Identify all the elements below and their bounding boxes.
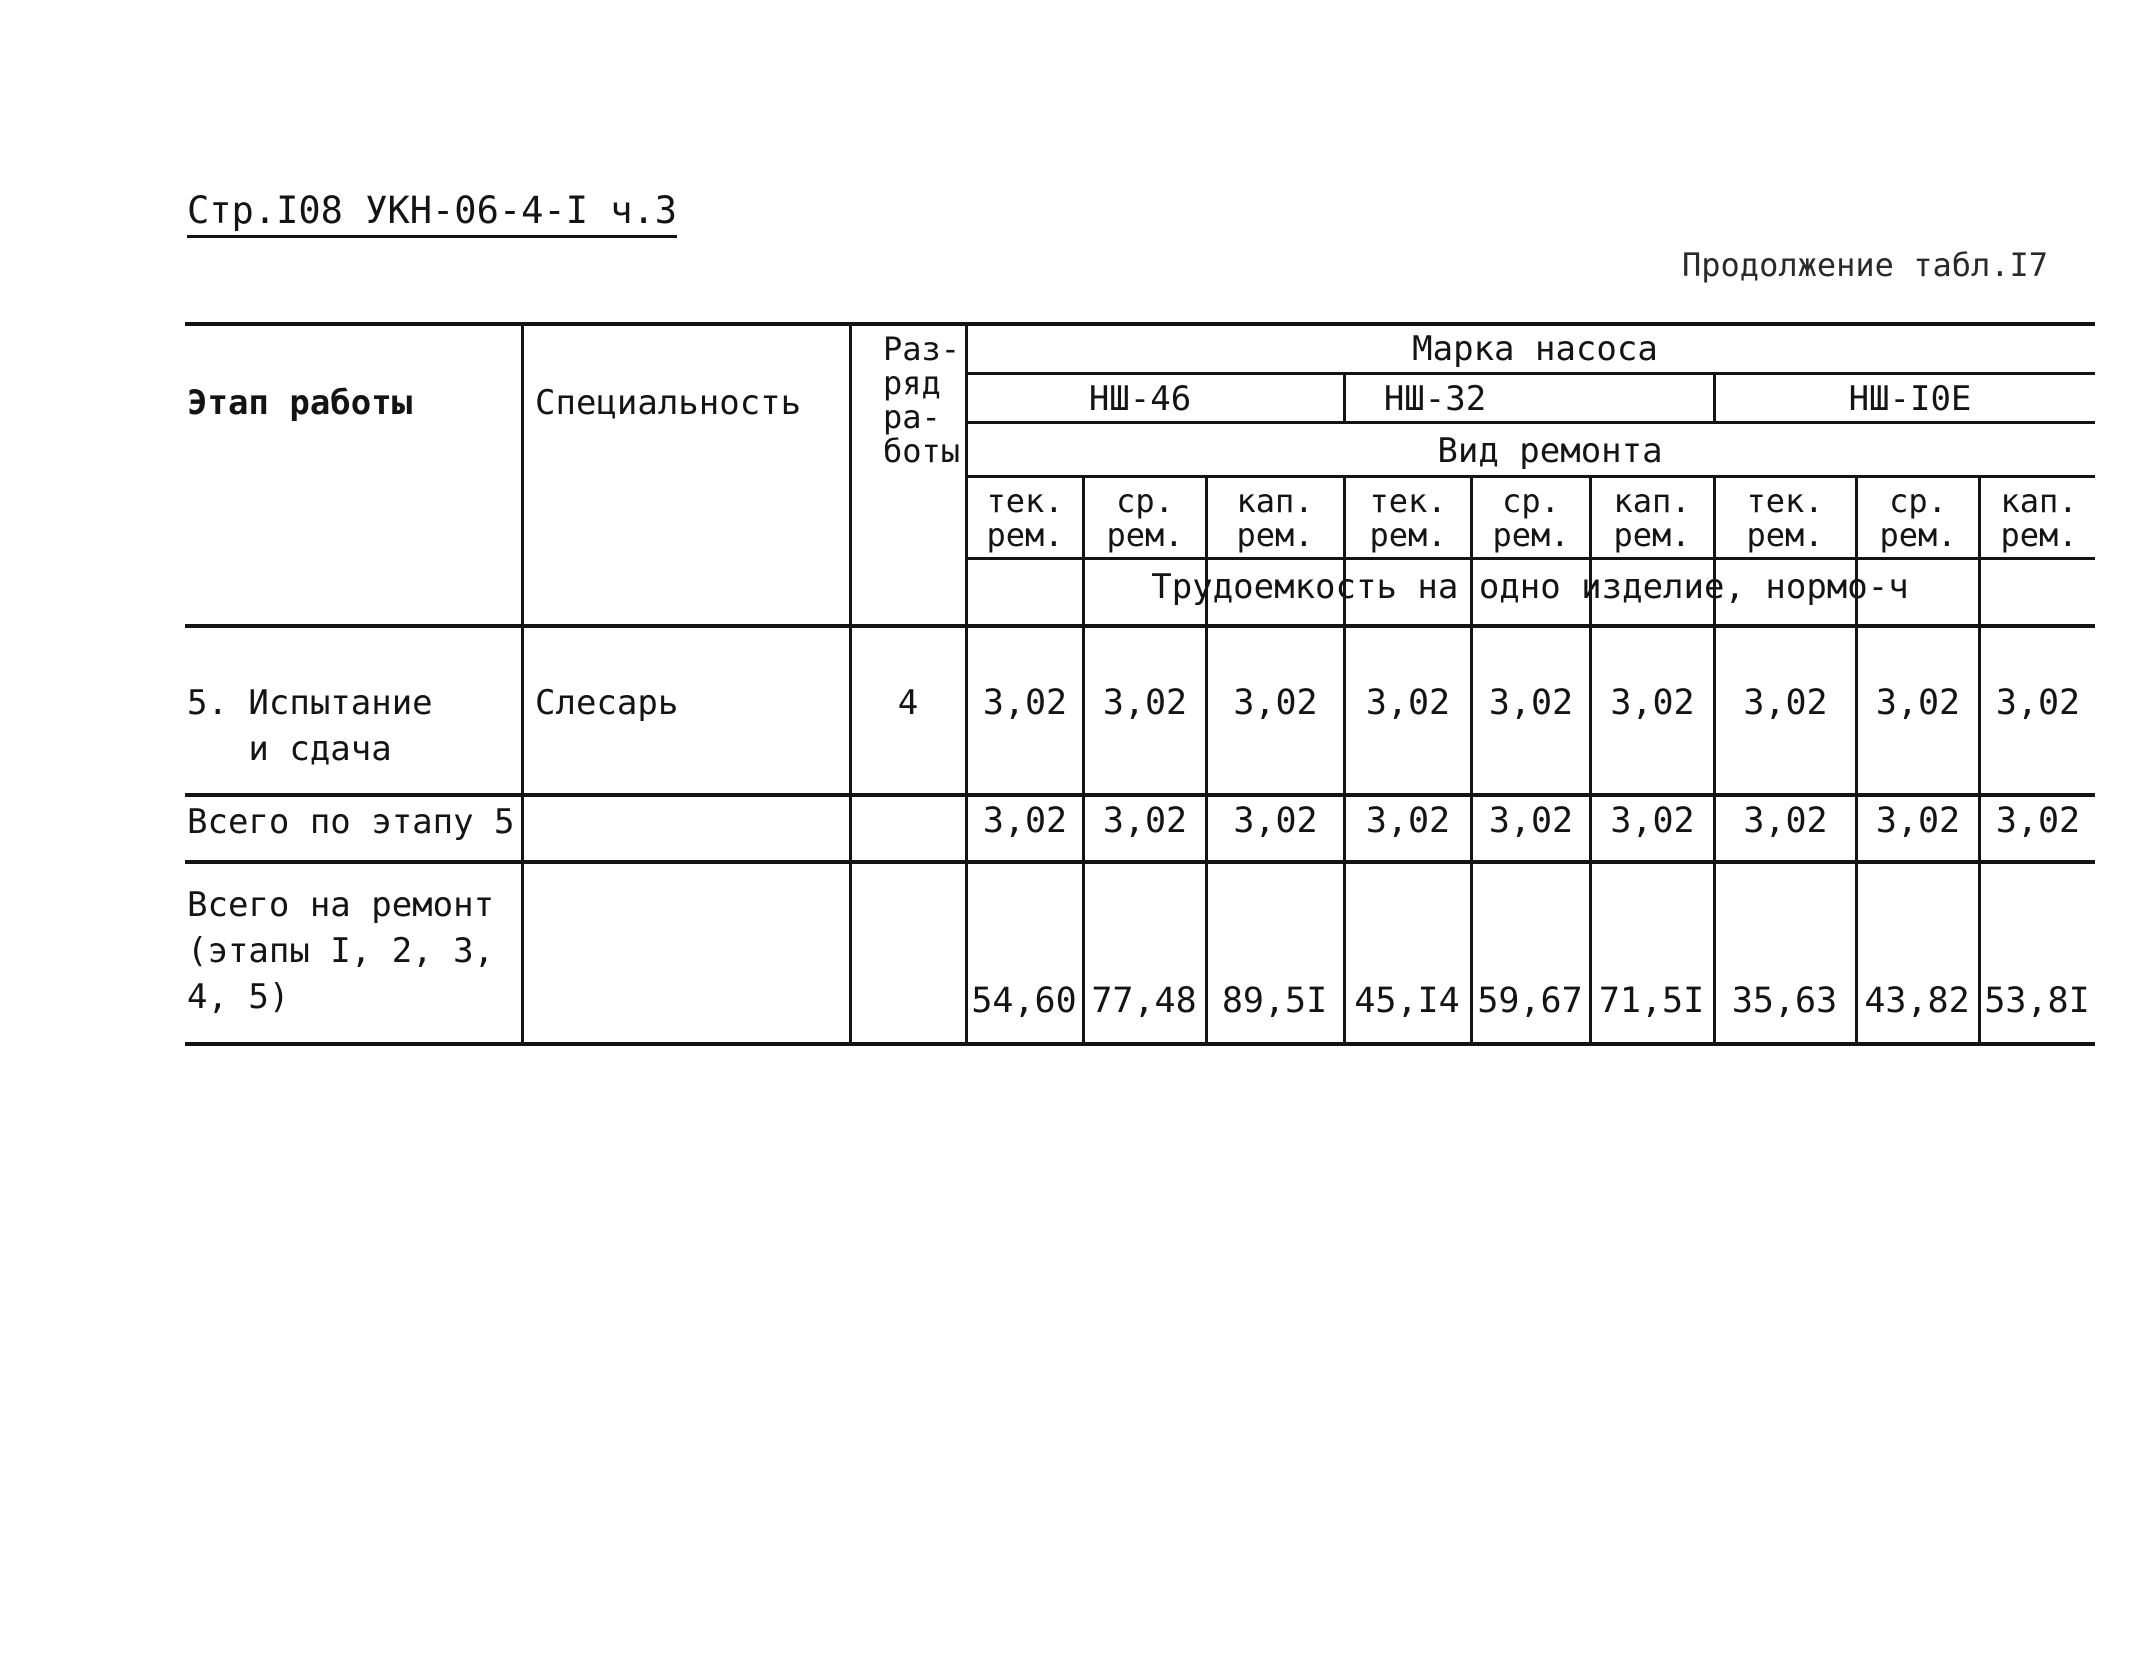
row-value: 3,02: [1102, 801, 1188, 841]
row-value: 35,63: [1731, 981, 1838, 1021]
table-top-rule: [185, 322, 2095, 326]
col-rule-v6: [1589, 475, 1592, 1044]
row-value: 43,82: [1864, 981, 1970, 1021]
table-continuation-label: Продолжение табл.I7: [1682, 246, 2049, 284]
row-value: 3,02: [1743, 683, 1828, 723]
row-value: 54,60: [971, 981, 1077, 1021]
repair-kind-8: ср. рем.: [1879, 482, 1957, 554]
row-value: 3,02: [982, 801, 1068, 841]
row-value: 3,02: [1488, 801, 1574, 841]
header-bottom-rule: [185, 624, 2095, 628]
col-rule-v5: [1470, 475, 1473, 1044]
col-rule-v4: [1343, 475, 1346, 1044]
row-value: 3,02: [1875, 683, 1961, 723]
header-pump-1: НШ-46: [1088, 379, 1192, 419]
row-value: 53,8I: [1984, 981, 2090, 1021]
header-pump-3: НШ-I0Е: [1848, 379, 1972, 419]
header-stage: Этап работы: [187, 383, 413, 423]
repair-kind-6: кап. рем.: [1613, 482, 1691, 554]
row-value: 3,02: [982, 683, 1068, 723]
header-grade-line-3: ра-: [883, 398, 941, 436]
header-repair-type: Вид ремонта: [1437, 431, 1663, 471]
rule-below-pump-brand: [965, 372, 2095, 375]
rule-below-row-1: [185, 793, 2095, 797]
row-value: 3,02: [1233, 801, 1318, 841]
header-grade-line-4: боты: [883, 432, 961, 470]
row-value: 3,02: [1102, 683, 1188, 723]
col-rule-pump-3: [1713, 372, 1716, 422]
table-bottom-rule: [185, 1042, 2095, 1046]
col-rule-v7: [1713, 475, 1716, 1044]
row-value: 3,02: [1365, 801, 1451, 841]
row-value: 3,02: [1365, 683, 1451, 723]
row-value: 71,5I: [1598, 981, 1705, 1021]
rule-below-row-2: [185, 860, 2095, 864]
col-rule-specialty: [521, 322, 524, 1044]
row-value: 3,02: [1610, 683, 1695, 723]
row-value: 77,48: [1091, 981, 1197, 1021]
header-pump-brand: Марка насоса: [1412, 329, 1658, 369]
row-value: 3,02: [1995, 801, 2081, 841]
rule-below-repair-kinds: [965, 557, 2095, 560]
row-value: 59,67: [1477, 981, 1583, 1021]
row-stage: Всего по этапу 5: [187, 802, 515, 842]
header-grade-line-1: Раз-: [883, 330, 961, 368]
repair-kind-3: кап. рем.: [1236, 482, 1314, 554]
row-value: 3,02: [1233, 683, 1318, 723]
repair-kind-9: кап. рем.: [2000, 482, 2078, 554]
col-rule-pump-2: [1343, 372, 1346, 422]
repair-kind-2: ср. рем.: [1106, 482, 1184, 554]
row-value: 3,02: [1995, 683, 2081, 723]
col-rule-v8: [1855, 475, 1858, 1044]
row-specialty: Слесарь: [535, 683, 679, 723]
row-grade: 4: [897, 683, 919, 723]
repair-kind-7: тек. рем.: [1746, 482, 1824, 554]
header-grade-line-2: ряд: [883, 364, 941, 402]
repair-kind-1: тек. рем.: [986, 482, 1064, 554]
col-rule-v3: [1205, 475, 1208, 1044]
col-rule-v2: [1082, 475, 1085, 1044]
col-rule-v9: [1978, 475, 1981, 1044]
header-specialty: Специальность: [535, 383, 802, 423]
page-header: Стр.I08 УКН-06-4-I ч.3: [187, 188, 677, 238]
row-value: 3,02: [1875, 801, 1961, 841]
header-pump-2: НШ-32: [1383, 379, 1487, 419]
row-value: 45,I4: [1354, 981, 1460, 1021]
row-value: 89,5I: [1221, 981, 1328, 1021]
row-value: 3,02: [1610, 801, 1695, 841]
rule-below-repair-type: [965, 475, 2095, 478]
row-stage: 5. Испытание и сдача: [187, 683, 433, 769]
row-value: 3,02: [1488, 683, 1574, 723]
header-labor: Трудоемкость на одно изделие, нормо-ч: [1151, 567, 1909, 607]
repair-kind-5: ср. рем.: [1492, 482, 1570, 554]
row-stage: Всего на ремонт (этапы I, 2, 3, 4, 5): [187, 885, 495, 1017]
row-value: 3,02: [1743, 801, 1828, 841]
repair-kind-4: тек. рем.: [1369, 482, 1447, 554]
